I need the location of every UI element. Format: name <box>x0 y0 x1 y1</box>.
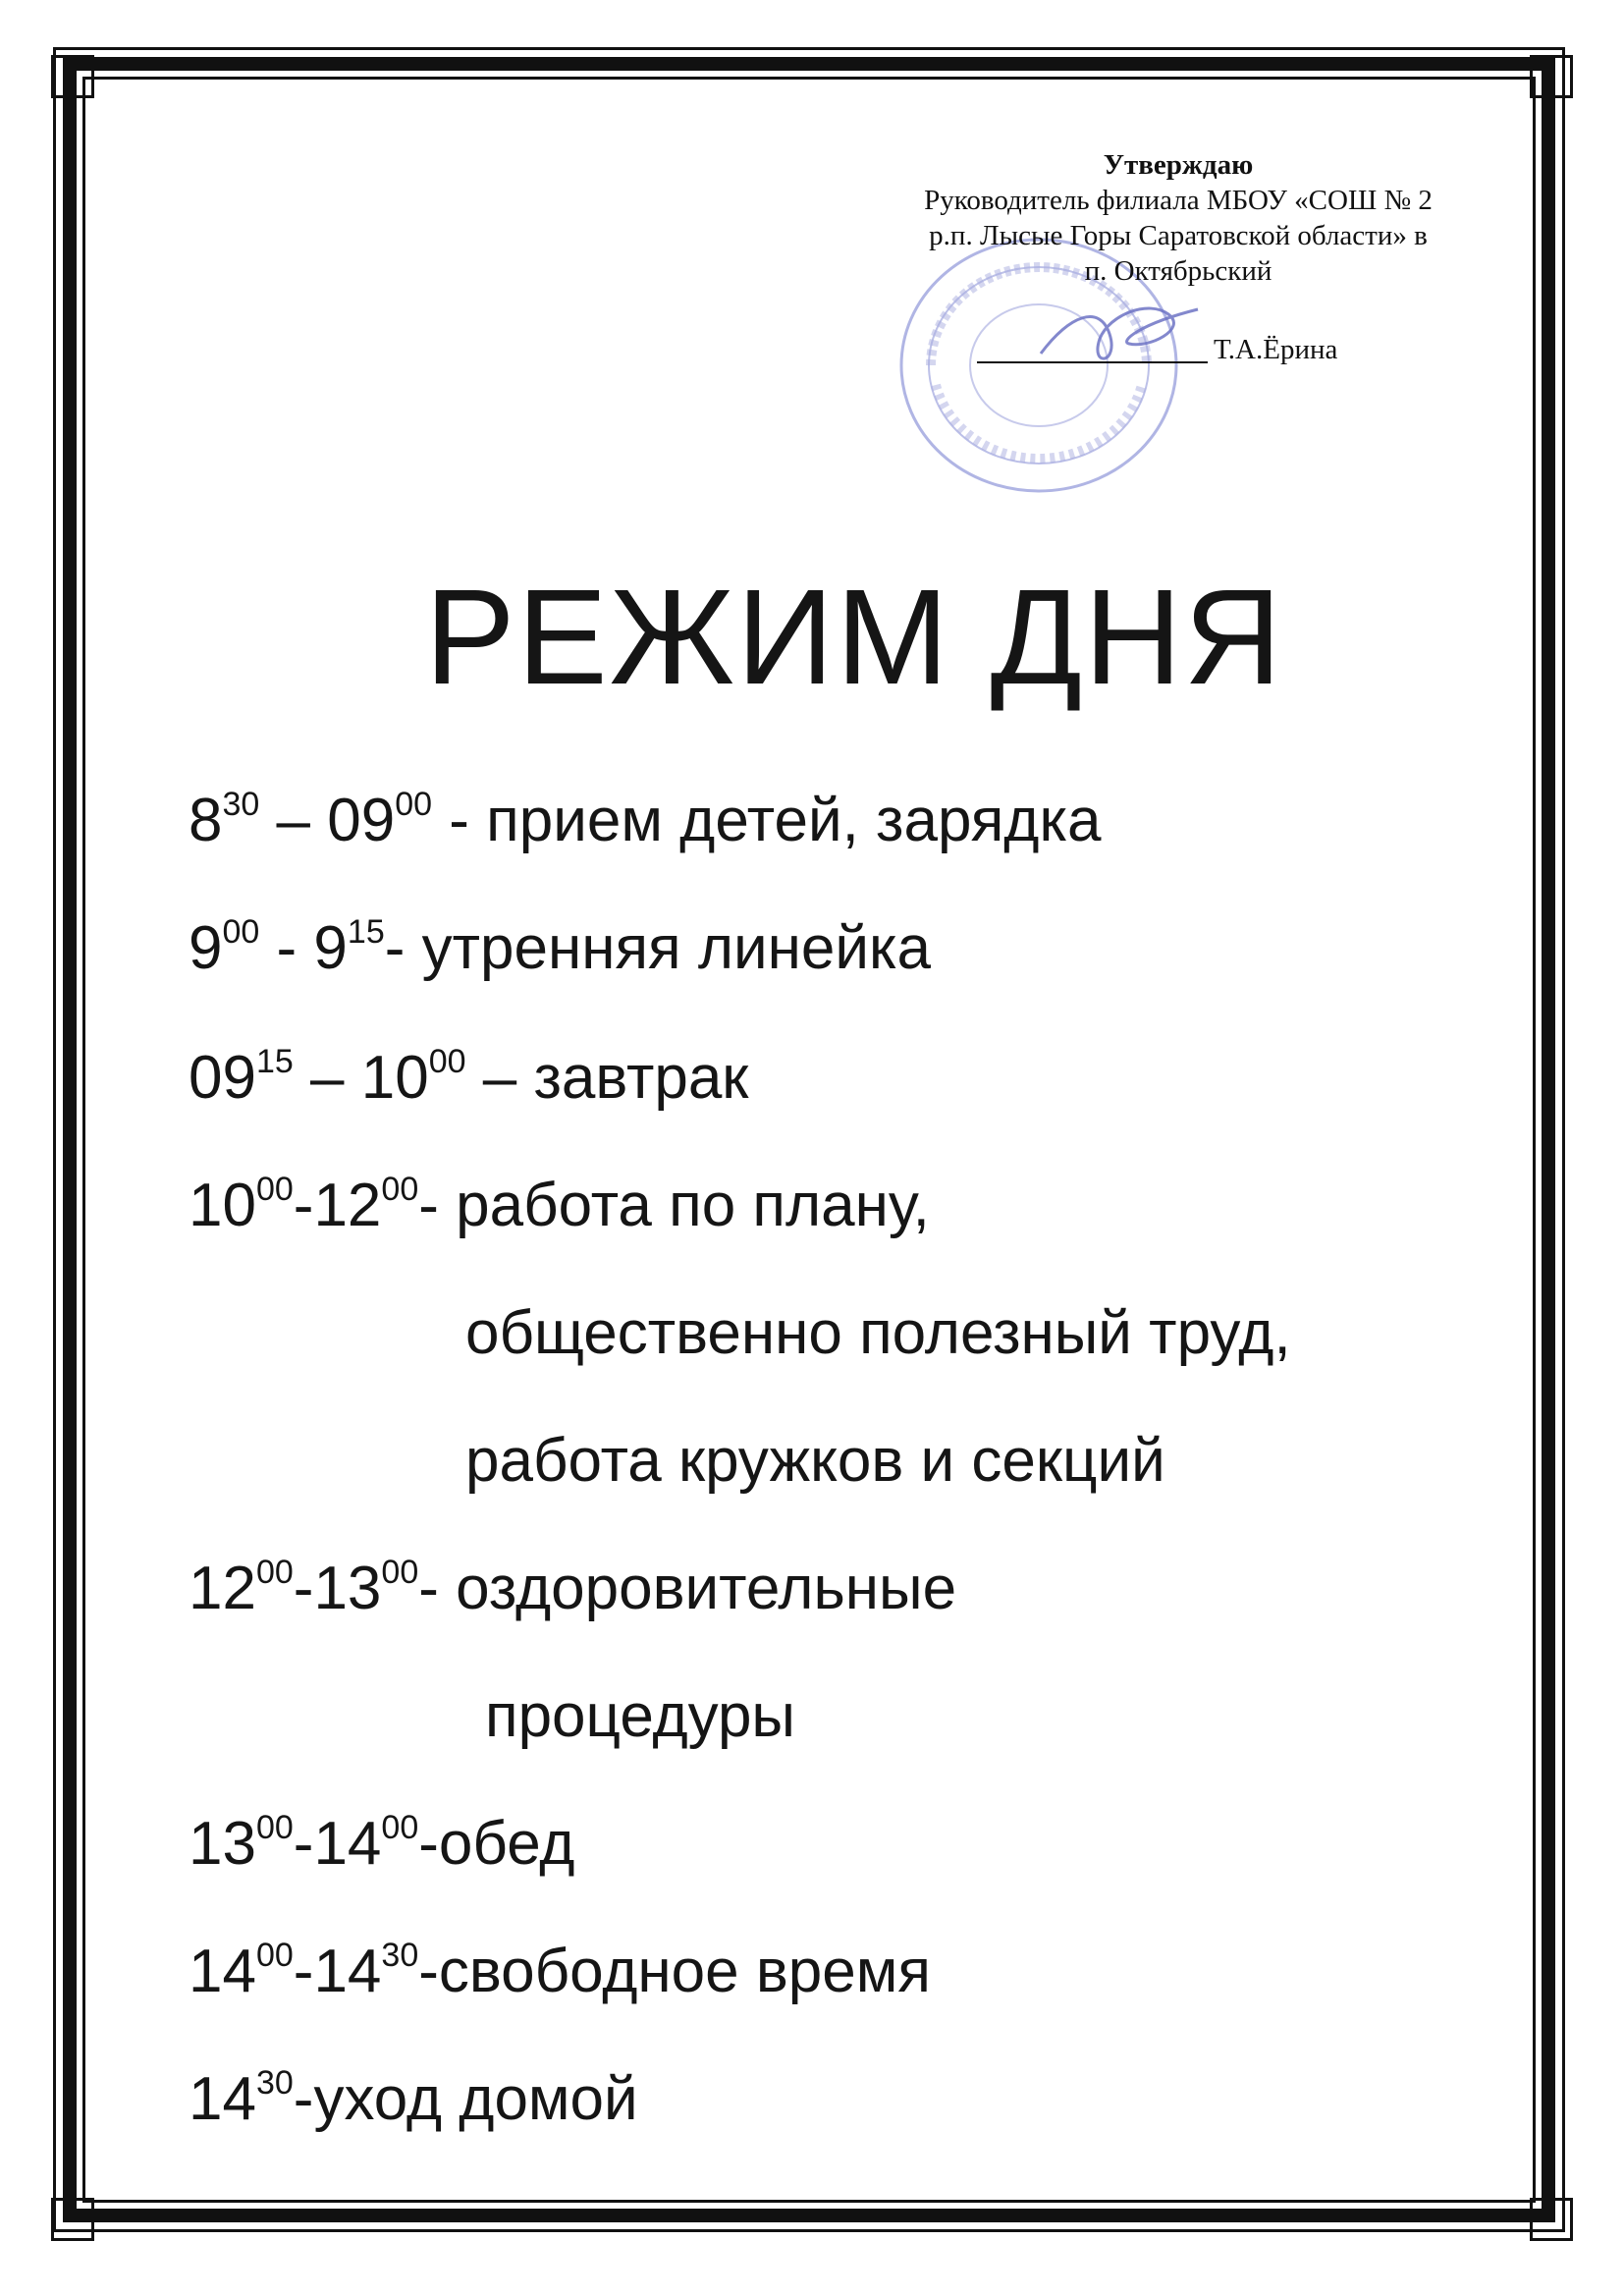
end-hour: 14 <box>313 1938 382 2005</box>
start-minutes: 00 <box>255 1554 294 1591</box>
page-title: РЕЖИМ ДНЯ <box>424 562 1284 713</box>
time-separator: - <box>293 1172 314 1239</box>
frame-corner-top-left <box>51 55 94 98</box>
start-hour: 9 <box>189 914 223 982</box>
start-hour: 09 <box>189 1044 256 1112</box>
approval-heading: Утверждаю <box>1103 149 1254 181</box>
activity-text: - утренняя линейка <box>384 914 931 982</box>
start-minutes: 00 <box>255 1937 294 1974</box>
frame-corner-bottom-left <box>51 2198 94 2241</box>
start-hour: 12 <box>189 1555 256 1622</box>
activity-text: -свободное время <box>418 1938 931 2005</box>
end-hour: 10 <box>360 1044 429 1112</box>
signer-name: Т.А.Ёрина <box>1214 334 1338 365</box>
time-separator: – <box>259 787 328 854</box>
schedule-row <box>189 1554 956 1623</box>
schedule-row <box>189 913 931 983</box>
end-hour: 13 <box>313 1555 382 1622</box>
start-hour: 8 <box>189 787 223 854</box>
time-separator: - <box>293 1810 314 1878</box>
schedule-row <box>189 1171 930 1240</box>
end-minutes: 00 <box>381 1171 419 1208</box>
end-hour: 09 <box>327 787 396 854</box>
start-minutes: 00 <box>255 1171 294 1208</box>
start-hour: 10 <box>189 1172 256 1239</box>
end-minutes: 00 <box>395 786 433 823</box>
activity-text: -обед <box>418 1810 575 1878</box>
time-separator: - <box>259 914 314 982</box>
schedule-row <box>189 1937 931 2006</box>
frame-corner-top-right <box>1530 55 1573 98</box>
approval-line-2: р.п. Лысые Горы Саратовской области» в <box>929 220 1428 251</box>
end-minutes: 15 <box>347 913 385 951</box>
schedule-row-continuation: работа кружков и секций <box>465 1427 1165 1495</box>
approval-line-1: Руководитель филиала МБОУ «СОШ № 2 <box>924 185 1433 216</box>
start-hour: 14 <box>189 2065 256 2133</box>
end-hour: 14 <box>313 1810 382 1878</box>
start-minutes: 30 <box>255 2064 294 2102</box>
start-minutes: 00 <box>222 913 260 951</box>
activity-text: - работа по плану, <box>418 1172 930 1239</box>
end-hour: 12 <box>313 1172 382 1239</box>
schedule-row <box>189 786 1101 855</box>
start-hour: 14 <box>189 1938 256 2005</box>
activity-text: - оздоровительные <box>418 1555 957 1622</box>
schedule-row-continuation: общественно полезный труд, <box>465 1299 1291 1367</box>
end-minutes: 30 <box>381 1937 419 1974</box>
approval-line-3: п. Октябрьский <box>1084 255 1272 287</box>
time-separator: – <box>293 1044 361 1112</box>
start-hour: 13 <box>189 1810 256 1878</box>
time-separator: - <box>293 1938 314 2005</box>
signature-line <box>977 361 1208 363</box>
schedule-row <box>189 1043 748 1113</box>
start-minutes: 00 <box>255 1809 294 1846</box>
start-minutes: 30 <box>222 786 260 823</box>
schedule-row-continuation: процедуры <box>485 1682 795 1750</box>
time-separator: - <box>293 1555 314 1622</box>
schedule-row <box>189 1809 575 1879</box>
end-hour: 9 <box>313 914 348 982</box>
approval-block <box>864 147 1492 289</box>
activity-text: - прием детей, зарядка <box>432 787 1102 854</box>
start-minutes: 15 <box>255 1043 294 1080</box>
end-minutes: 00 <box>381 1554 419 1591</box>
schedule-row <box>189 2064 638 2134</box>
page-frame-inner-line <box>82 77 1536 2203</box>
end-minutes: 00 <box>381 1809 419 1846</box>
activity-text: -уход домой <box>293 2065 638 2133</box>
activity-text: – завтрак <box>465 1044 749 1112</box>
end-minutes: 00 <box>428 1043 466 1080</box>
frame-corner-bottom-right <box>1530 2198 1573 2241</box>
